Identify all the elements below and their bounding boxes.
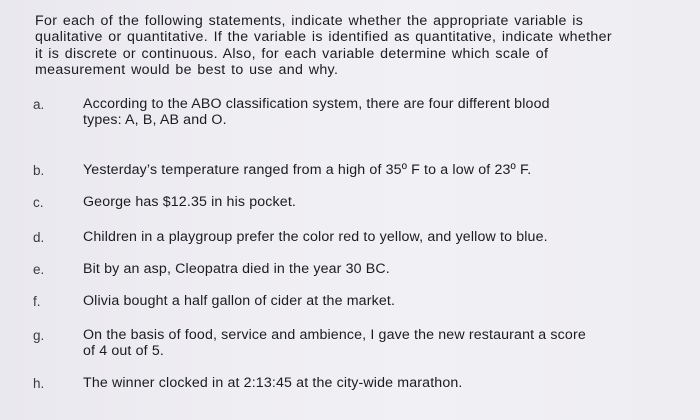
statement-text	[83, 195, 643, 211]
instructions-line: qualitative or quantitative. If the variable is identified as quantitative, indicate whether	[35, 29, 612, 46]
statement-letter: c.	[33, 195, 44, 210]
statement-line: Yesterday’s temperature ranged from a high of 35º F to a low of 23º F.	[83, 162, 532, 178]
statement-line: Olivia bought a half gallon of cider at the market.	[83, 293, 396, 309]
statement-letter: g.	[33, 328, 45, 343]
statement-text	[83, 262, 643, 278]
statement-letter: f.	[33, 294, 41, 309]
statement-letter: a.	[33, 97, 45, 112]
instructions-line: it is discrete or continuous. Also, for each variable determine which scale of	[35, 45, 549, 62]
statement-line: The winner clocked in at 2:13:45 at the city-wide marathon.	[83, 375, 463, 391]
statement-text	[83, 294, 643, 310]
statement-text	[83, 328, 643, 359]
statement-letter: h.	[33, 376, 45, 391]
instructions-line: For each of the following statements, indicate whether the appropriate variable is	[35, 13, 584, 29]
statement-text	[83, 97, 643, 128]
statement-text	[83, 376, 643, 392]
statement-line: On the basis of food, service and ambience, I gave the new restaurant a score	[83, 327, 586, 343]
statement-line: Bit by an asp, Cleopatra died in the year 30 BC.	[83, 261, 390, 277]
statement-line: George has $12.35 in his pocket.	[83, 194, 297, 210]
statement-letter: b.	[33, 163, 45, 178]
statement-line: types: A, B, AB and O.	[83, 111, 227, 128]
statement-line: of 4 out of 5.	[83, 342, 164, 359]
statement-line: According to the ABO classification system, there are four different blood	[83, 96, 550, 112]
statement-text	[83, 163, 643, 179]
instructions-paragraph	[35, 13, 635, 79]
instructions-line: measurement would be best to use and why.	[35, 62, 339, 79]
statement-letter: d.	[33, 230, 45, 245]
statement-text	[83, 230, 643, 246]
statement-letter: e.	[33, 262, 45, 277]
statement-line: Children in a playgroup prefer the color red to yellow, and yellow to blue.	[83, 229, 548, 245]
